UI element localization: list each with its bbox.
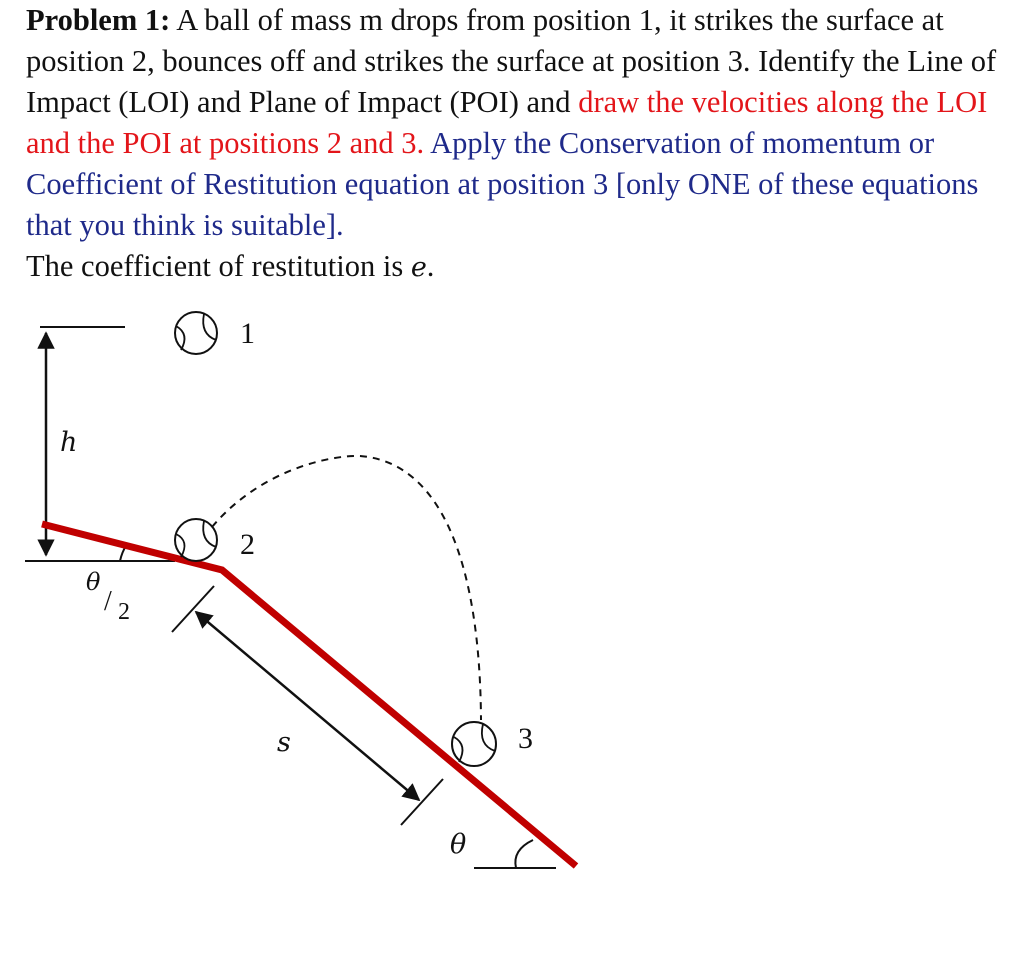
distance-label: s <box>277 727 291 758</box>
ball-position-1 <box>175 312 217 354</box>
half-angle-slash: / <box>104 586 112 617</box>
position-3-label: 3 <box>518 722 533 755</box>
problem-red-instruction: draw the velocities along the LOI and the POI at positions 2 and 3. <box>26 85 988 160</box>
height-label: h <box>60 427 78 458</box>
inclined-surface <box>42 524 576 866</box>
problem-closing: The coefficient of restitution is <box>26 249 404 283</box>
problem-heading: Problem 1: <box>26 3 171 37</box>
closing-period: . <box>426 249 435 283</box>
angle-label: θ <box>450 829 467 860</box>
distance-tick-start <box>172 586 214 632</box>
half-angle-numerator: θ <box>86 568 101 596</box>
restitution-variable: e <box>410 252 427 283</box>
half-angle-denominator: 2 <box>118 599 130 625</box>
position-1-label: 1 <box>240 317 255 350</box>
distance-tick-end <box>401 779 443 825</box>
problem-intro: A ball of mass m drops from position 1, it strikes the surface at position 2, bounces off and strikes the surface at position 3. Identify the Line of Impact (LOI) and Plane of Impact (POI) and <box>26 3 997 119</box>
ball-position-3 <box>452 722 496 766</box>
problem-blue-instruction: Apply the Conservation of momentum or Coefficient of Restitution equation at position 3 [only ONE of these equations that you think is suitable]. <box>26 126 979 242</box>
angle-arc <box>515 840 533 868</box>
ball-position-2 <box>175 519 217 561</box>
ball-trajectory <box>212 456 481 720</box>
position-2-label: 2 <box>240 528 255 561</box>
